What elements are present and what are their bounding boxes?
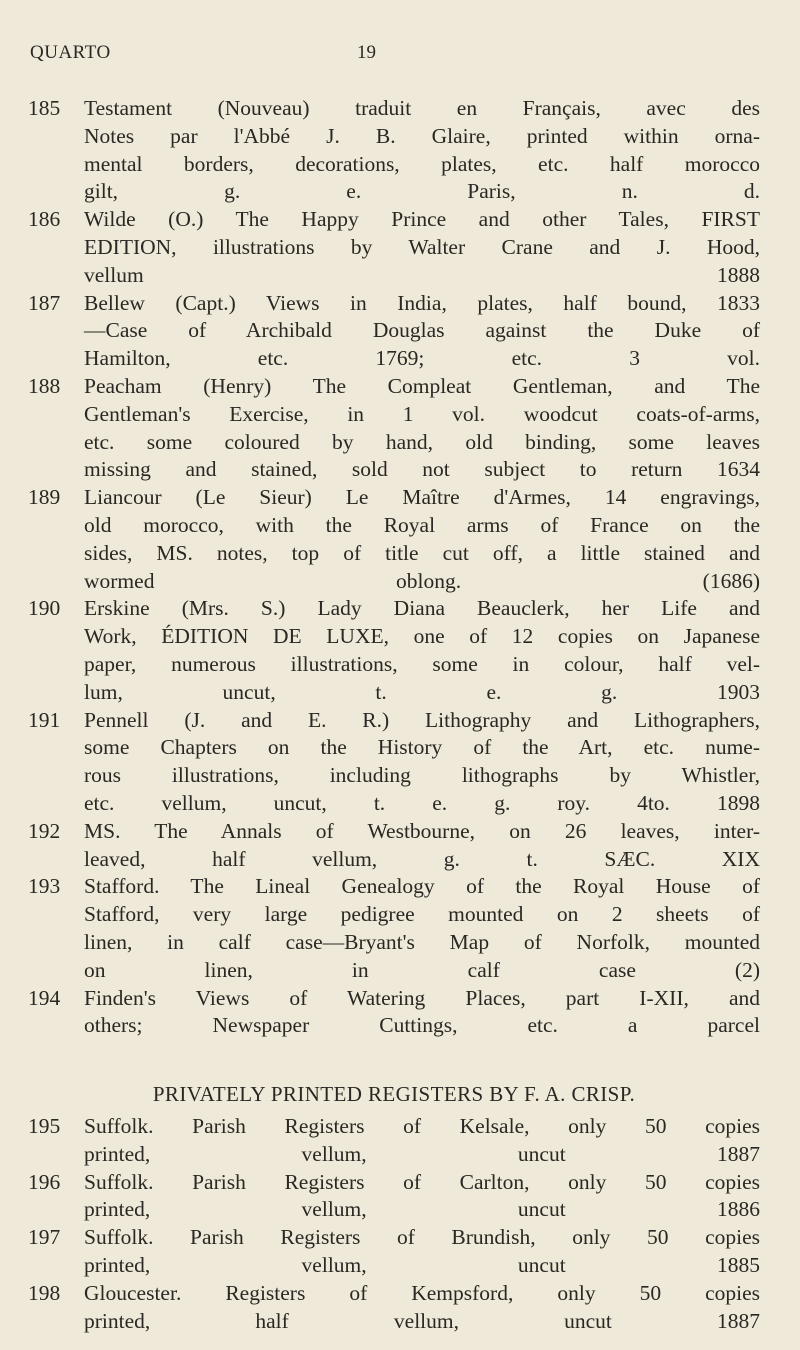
lot-line: Stafford. The Lineal Genealogy of the Royal House of xyxy=(84,874,760,899)
lot-line: Suffolk. Parish Registers of Brundish, only 50 copies xyxy=(84,1225,760,1250)
lot-line: Suffolk. Parish Registers of Kelsale, only 50 copies xyxy=(84,1114,760,1139)
lot-entry xyxy=(28,595,760,706)
lot-entry xyxy=(28,290,760,373)
lot-entry xyxy=(28,985,760,1041)
lot-line: Suffolk. Parish Registers of Carlton, only 50 copies xyxy=(84,1169,760,1194)
lot-entry xyxy=(28,1113,760,1169)
lot-number: 187 xyxy=(28,290,61,315)
lot-line: printed, vellum, uncut 1886 xyxy=(84,1197,760,1222)
lot-line: MS. The Annals of Westbourne, on 26 leaves, inter- xyxy=(84,818,760,843)
lot-line: sides, MS. notes, top of title cut off, a little stained and xyxy=(84,540,760,565)
lot-line: Testament (Nouveau) traduit en Français, avec des xyxy=(84,96,760,120)
lot-line: Liancour (Le Sieur) Le Maître d'Armes, 14 engravings, xyxy=(84,485,760,510)
lot-number: 195 xyxy=(28,1114,61,1139)
lot-entry xyxy=(28,484,760,595)
lot-line: Gloucester. Registers of Kempsford, only 50 copies xyxy=(84,1280,760,1305)
lot-entry xyxy=(28,1224,760,1280)
lot-line: printed, vellum, uncut 1887 xyxy=(84,1141,760,1166)
lot-line: gilt, g. e. Paris, n. d. xyxy=(84,179,760,204)
lot-line: rous illustrations, including lithographs by Whistler, xyxy=(84,763,760,788)
lot-line: old morocco, with the Royal arms of France on the xyxy=(84,512,760,537)
lot-line: —Case of Archibald Douglas against the Duke of xyxy=(84,318,760,343)
lot-entry xyxy=(28,1280,760,1336)
lot-line: lum, uncut, t. e. g. 1903 xyxy=(84,679,760,704)
lot-line: paper, numerous illustrations, some in colour, half vel- xyxy=(84,651,760,676)
lot-line: Stafford, very large pedigree mounted on 2 sheets of xyxy=(84,902,760,927)
lot-line: vellum 1888 xyxy=(84,262,760,287)
lot-line: leaved, half vellum, g. t. SÆC. XIX xyxy=(84,846,760,871)
lot-number: 193 xyxy=(28,874,61,899)
lot-number: 196 xyxy=(28,1169,61,1194)
lot-list xyxy=(28,95,760,1335)
lot-line: Notes par l'Abbé J. B. Glaire, printed within orna- xyxy=(84,123,760,148)
lot-line: printed, vellum, uncut 1885 xyxy=(84,1253,760,1278)
lot-number: 191 xyxy=(28,707,61,732)
lot-line: Peacham (Henry) The Compleat Gentleman, and The xyxy=(84,373,760,398)
lot-number: 197 xyxy=(28,1225,61,1250)
running-head: QUARTO xyxy=(30,42,111,63)
lot-line: Wilde (O.) The Happy Prince and other Tales, FIRST xyxy=(84,207,760,232)
lot-entry xyxy=(28,95,760,206)
lot-line: others; Newspaper Cuttings, etc. a parcel xyxy=(84,1013,760,1038)
lot-number: 188 xyxy=(28,373,61,398)
lot-line: EDITION, illustrations by Walter Crane and J. Hood, xyxy=(84,234,760,259)
lot-number: 186 xyxy=(28,207,61,232)
lot-entry xyxy=(28,873,760,984)
page-header xyxy=(30,42,770,72)
lot-number: 192 xyxy=(28,818,61,843)
lot-line: missing and stained, sold not subject to return 1634 xyxy=(84,457,760,482)
lot-number: 190 xyxy=(28,596,61,621)
lot-line: Erskine (Mrs. S.) Lady Diana Beauclerk, her Life and xyxy=(84,596,760,621)
lot-line: Work, ÉDITION DE LUXE, one of 12 copies on Japanese xyxy=(84,624,760,649)
lot-line: etc. vellum, uncut, t. e. g. roy. 4to. 1898 xyxy=(84,790,760,815)
lot-line: on linen, in calf case (2) xyxy=(84,957,760,982)
lot-entry xyxy=(28,818,760,874)
lot-entry xyxy=(28,206,760,289)
lot-line: some Chapters on the History of the Art, etc. nume- xyxy=(84,735,760,760)
lot-line: Finden's Views of Watering Places, part I-XII, and xyxy=(84,985,760,1010)
lot-line: etc. some coloured by hand, old binding, some leaves xyxy=(84,429,760,454)
lot-line: mental borders, decorations, plates, etc. half morocco xyxy=(84,151,760,176)
lot-line: Pennell (J. and E. R.) Lithography and Lithographers, xyxy=(84,707,760,732)
lot-number: 189 xyxy=(28,485,61,510)
lot-line: Bellew (Capt.) Views in India, plates, half bound, 1833 xyxy=(84,290,760,315)
lot-number: 198 xyxy=(28,1280,61,1305)
lot-line: wormed oblong. (1686) xyxy=(84,568,760,593)
lot-line: printed, half vellum, uncut 1887 xyxy=(84,1308,760,1333)
page-number: 19 xyxy=(357,42,376,63)
lot-line: linen, in calf case—Bryant's Map of Norfolk, mounted xyxy=(84,929,760,954)
lot-number: 194 xyxy=(28,985,61,1010)
section-heading: PRIVATELY PRINTED REGISTERS BY F. A. CRISP. xyxy=(152,1082,636,1107)
lot-number: 185 xyxy=(28,96,61,120)
lot-entry xyxy=(28,707,760,818)
lot-line: Hamilton, etc. 1769; etc. 3 vol. xyxy=(84,346,760,371)
lot-entry xyxy=(28,373,760,484)
lot-entry xyxy=(28,1169,760,1225)
lot-line: Gentleman's Exercise, in 1 vol. woodcut coats-of-arms, xyxy=(84,401,760,426)
